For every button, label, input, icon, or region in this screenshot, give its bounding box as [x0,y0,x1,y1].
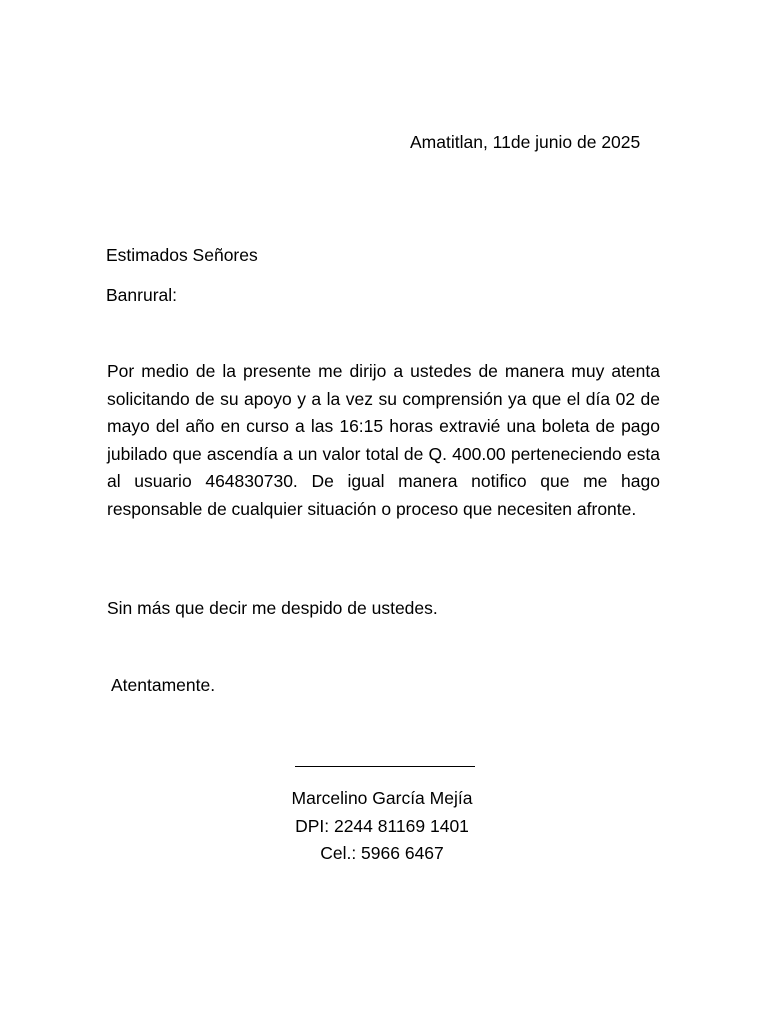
signer-phone: Cel.: 5966 6467 [320,843,444,863]
greeting: Estimados Señores [106,245,258,265]
signer-dpi: DPI: 2244 81169 1401 [295,815,469,836]
signer-name: Marcelino García Mejía [291,788,473,808]
closing-sentence: Sin más que decir me despido de ustedes. [107,598,438,618]
addressee: Banrural: [106,285,178,305]
date-line: Amatitlan, 11de junio de 2025 [410,132,641,152]
letter-body: Por medio de la presente me dirijo a ustedes de manera muy atenta solicitando de su apoyo y a la vez su comprensión ya que el día 02 de mayo del año en curso a las 16:15 horas extravié una boleta de pago jubilado que ascendía a un valor total de Q. 400.00 perteneciendo esta al usuario 464830730. De igual manera notifico que me hago responsable de cualquier situación o proceso que necesiten afronte. [107,361,660,519]
signature-line [295,766,475,767]
farewell: Atentamente. [111,675,216,695]
signature-block [230,785,534,868]
